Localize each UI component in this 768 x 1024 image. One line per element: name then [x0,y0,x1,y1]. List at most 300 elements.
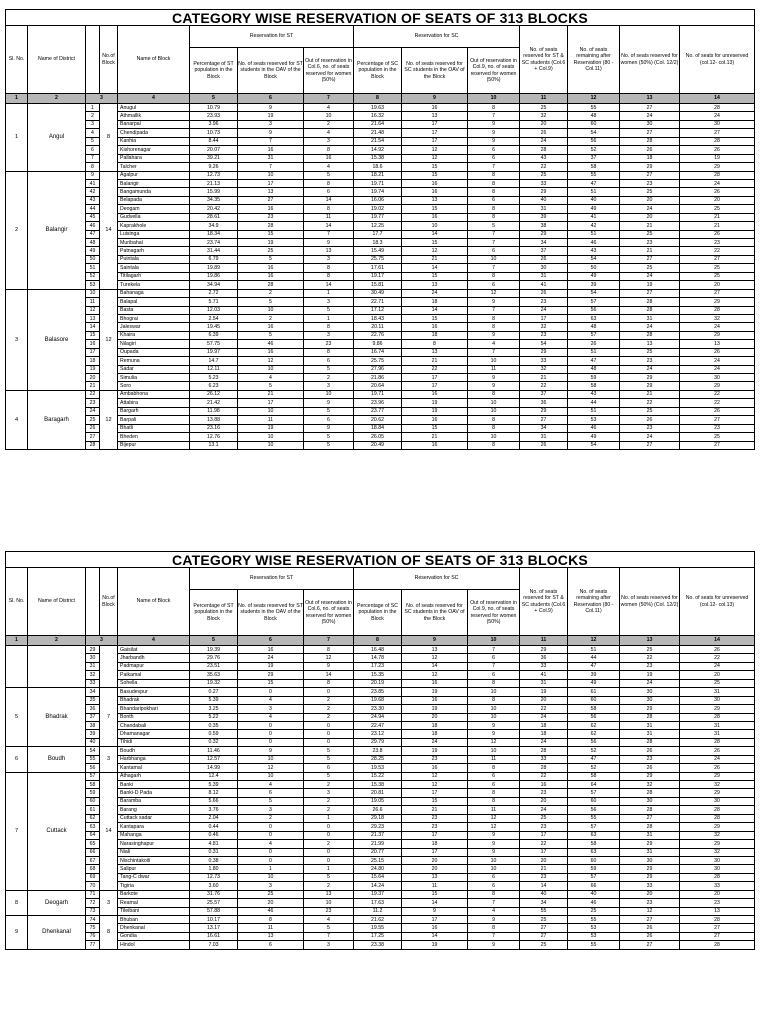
st-women: 8 [304,348,354,356]
sc-women: 9 [468,730,520,738]
st-women: 4 [304,163,354,171]
unreserved-seats: 29 [680,789,755,797]
sc-seats: 20 [402,713,468,721]
block-name: Kanhia [118,137,190,145]
sc-women: 7 [468,348,520,356]
sc-women: 8 [468,188,520,196]
block-serial: 47 [86,230,100,238]
table-row [6,848,755,856]
column-index: 7 [304,94,354,104]
block-serial: 30 [86,654,100,662]
women-seats: 18 [620,154,680,162]
sc-women: 6 [468,772,520,780]
unreserved-seats: 24 [680,365,755,373]
st-percent: 12.11 [190,365,238,373]
sc-percent: 20.81 [354,789,402,797]
block-serial: 6 [86,146,100,154]
table-row [6,730,755,738]
remaining-seats: 43 [568,390,620,398]
table-row [6,407,755,415]
sc-seats: 15 [402,797,468,805]
st-percent: 10.17 [190,916,238,924]
block-name: Harbhanga [118,755,190,763]
st-women: 10 [304,390,354,398]
sc-seats: 16 [402,679,468,687]
st-percent: 21.42 [190,399,238,407]
st-seats: 0 [238,831,304,839]
st-sc-total: 28 [520,747,568,755]
sc-percent: 11.2 [354,907,402,915]
col-header-no-of-block: No.of Block [100,568,118,636]
col-header-st-sc-total: No. of seats reserved for ST & SC students (Col.6 + Col.9) [520,568,568,636]
st-seats: 10 [238,873,304,881]
unreserved-seats: 23 [680,424,755,432]
st-seats: 12 [238,764,304,772]
st-seats: 46 [238,907,304,915]
st-women: 2 [304,696,354,704]
st-seats: 16 [238,646,304,654]
women-seats: 30 [620,696,680,704]
remaining-seats: 52 [568,764,620,772]
st-percent: 26.12 [190,390,238,398]
remaining-seats: 55 [568,171,620,179]
col-group-sc: Reservation for SC [354,568,520,590]
st-seats: 9 [238,747,304,755]
st-sc-total: 17 [520,314,568,322]
sc-seats: 12 [402,654,468,662]
block-serial: 2 [86,112,100,120]
st-women: 2 [304,374,354,382]
sc-seats: 14 [402,264,468,272]
col-group-sc: Reservation for SC [354,26,520,48]
sc-women: 6 [468,654,520,662]
sc-women: 7 [468,264,520,272]
column-index: 14 [680,94,755,104]
st-sc-total: 24 [520,806,568,814]
sc-women: 12 [468,289,520,297]
sc-seats: 13 [402,281,468,289]
women-seats: 23 [620,357,680,365]
table-row [6,112,755,120]
st-sc-total: 34 [520,239,568,247]
table-row [6,772,755,780]
sc-women: 6 [468,882,520,890]
block-serial: 41 [86,179,100,187]
sc-seats: 17 [402,916,468,924]
remaining-seats: 46 [568,424,620,432]
st-women: 0 [304,848,354,856]
remaining-seats: 56 [568,713,620,721]
block-serial: 72 [86,899,100,907]
table-row [6,272,755,280]
sc-percent: 20.19 [354,679,402,687]
st-sc-total: 18 [520,721,568,729]
table-row [6,882,755,890]
unreserved-seats: 26 [680,646,755,654]
st-seats: 5 [238,797,304,805]
st-seats: 0 [238,730,304,738]
block-name: Tigiria [118,882,190,890]
block-name: Kantamal [118,764,190,772]
st-percent: 39.21 [190,154,238,162]
remaining-seats: 47 [568,755,620,763]
col-header-st-seats: No. of seats reserved for ST students in the OAV of the Block [238,48,304,94]
sc-percent: 19.71 [354,390,402,398]
sc-seats: 16 [402,188,468,196]
st-percent: 13.17 [190,924,238,932]
women-seats: 29 [620,163,680,171]
block-serial: 20 [86,374,100,382]
sc-percent: 24.80 [354,865,402,873]
st-women: 5 [304,365,354,373]
block-name: Barang [118,806,190,814]
st-percent: 3.76 [190,806,238,814]
block-serial: 76 [86,932,100,940]
sc-percent: 21.99 [354,840,402,848]
block-name: Chendipada [118,129,190,137]
st-sc-total: 40 [520,196,568,204]
st-sc-total: 29 [520,348,568,356]
block-name: Athagarh [118,772,190,780]
sc-women: 10 [468,255,520,263]
remaining-seats: 50 [568,264,620,272]
sc-percent: 15.35 [354,671,402,679]
st-percent: 15.99 [190,188,238,196]
remaining-seats: 46 [568,899,620,907]
st-women: 5 [304,873,354,881]
block-name: Simulia [118,374,190,382]
sc-women: 12 [468,823,520,831]
st-sc-total: 14 [520,882,568,890]
sc-women: 8 [468,797,520,805]
block-serial: 58 [86,781,100,789]
col-header-st-percent: Percentage of ST population in the Block [190,590,238,636]
block-count: 14 [100,772,118,890]
block-serial: 22 [86,390,100,398]
sc-percent: 19.77 [354,213,402,221]
remaining-seats: 47 [568,357,620,365]
sc-percent: 16.32 [354,112,402,120]
block-serial: 45 [86,213,100,221]
col-header-unreserved: No. of seats for unreserved (col.12- col.13) [680,26,755,94]
sc-seats: 17 [402,129,468,137]
block-serial: 1 [86,104,100,112]
district-name: Balasore [28,289,86,390]
col-header-unreserved: No. of seats for unreserved (col.12- col.13) [680,568,755,636]
st-percent: 19.45 [190,323,238,331]
st-sc-total: 38 [520,222,568,230]
women-seats: 27 [620,129,680,137]
st-sc-total: 24 [520,306,568,314]
table-row [6,264,755,272]
unreserved-seats: 27 [680,129,755,137]
remaining-seats: 66 [568,882,620,890]
st-seats: 19 [238,662,304,670]
women-seats: 27 [620,289,680,297]
sc-percent: 19.55 [354,924,402,932]
district-serial: 8 [6,890,28,915]
col-header-district: Name of District [28,26,86,94]
st-percent: 3.60 [190,882,238,890]
st-seats: 4 [238,696,304,704]
block-count: 12 [100,390,118,449]
st-percent: 19.89 [190,264,238,272]
sc-percent: 26.05 [354,433,402,441]
col-header-st-seats: No. of seats reserved for ST students in the OAV of the Block [238,590,304,636]
st-women: 9 [304,399,354,407]
sc-percent: 19.71 [354,179,402,187]
remaining-seats: 59 [568,865,620,873]
st-sc-total: 27 [520,932,568,940]
st-women: 5 [304,306,354,314]
sc-percent: 22.76 [354,331,402,339]
table-row [6,255,755,263]
st-sc-total: 29 [520,646,568,654]
remaining-seats: 49 [568,433,620,441]
women-seats: 33 [620,882,680,890]
sc-women: 9 [468,120,520,128]
remaining-seats: 43 [568,247,620,255]
block-serial: 65 [86,840,100,848]
sc-women: 4 [468,907,520,915]
st-sc-total: 34 [520,424,568,432]
block-serial: 52 [86,272,100,280]
unreserved-seats: 24 [680,323,755,331]
st-sc-total: 31 [520,679,568,687]
sc-seats: 12 [402,671,468,679]
sc-percent: 20.64 [354,382,402,390]
block-name: Padmapur [118,662,190,670]
st-seats: 5 [238,255,304,263]
block-serial: 73 [86,907,100,915]
column-index: 11 [520,636,568,646]
table-row [6,747,755,755]
unreserved-seats: 25 [680,264,755,272]
block-serial: 38 [86,721,100,729]
column-index: 9 [402,94,468,104]
sc-women: 9 [468,848,520,856]
remaining-seats: 42 [568,222,620,230]
remaining-seats: 47 [568,179,620,187]
sc-seats: 14 [402,662,468,670]
table-row [6,205,755,213]
column-index: 14 [680,636,755,646]
st-seats: 23 [238,213,304,221]
block-name: Oupada [118,348,190,356]
women-seats: 26 [620,924,680,932]
unreserved-seats: 28 [680,104,755,112]
remaining-seats: 63 [568,314,620,322]
unreserved-seats: 28 [680,171,755,179]
st-percent: 11.46 [190,747,238,755]
st-sc-total: 19 [520,688,568,696]
sc-seats: 15 [402,171,468,179]
sc-women: 11 [468,755,520,763]
remaining-seats: 39 [568,281,620,289]
remaining-seats: 63 [568,848,620,856]
sc-percent: 21.48 [354,129,402,137]
column-index: 2 [28,94,86,104]
sc-percent: 27.96 [354,365,402,373]
sc-women: 8 [468,924,520,932]
table-row [6,104,755,112]
sc-seats: 19 [402,705,468,713]
col-header-sc-women: Out of reservation in Col.9, no. of seats reserved for women (50%) [468,48,520,94]
st-seats: 7 [238,163,304,171]
col-header-st-percent: Percentage of ST population in the Block [190,48,238,94]
sc-women: 10 [468,399,520,407]
table-row [6,281,755,289]
sc-seats: 16 [402,441,468,449]
sc-seats: 8 [402,340,468,348]
unreserved-seats: 28 [680,814,755,822]
st-seats: 28 [238,222,304,230]
st-seats: 13 [238,932,304,940]
st-percent: 5.66 [190,797,238,805]
sc-percent: 14.92 [354,146,402,154]
st-women: 8 [304,272,354,280]
sc-women: 8 [468,789,520,797]
st-seats: 2 [238,289,304,297]
sc-women: 10 [468,713,520,721]
table-row [6,856,755,864]
column-index: 13 [620,94,680,104]
sc-seats: 21 [402,433,468,441]
women-seats: 29 [620,382,680,390]
women-seats: 26 [620,146,680,154]
st-women: 1 [304,814,354,822]
remaining-seats: 57 [568,331,620,339]
sc-percent: 21.62 [354,916,402,924]
st-women: 2 [304,120,354,128]
block-name: Bonth [118,713,190,721]
sc-percent: 18.3 [354,239,402,247]
table-row [6,679,755,687]
women-seats: 21 [620,222,680,230]
block-serial: 48 [86,239,100,247]
block-name: Kishorenagar [118,146,190,154]
sc-women: 9 [468,374,520,382]
sc-women: 10 [468,688,520,696]
unreserved-seats: 22 [680,247,755,255]
st-sc-total: 55 [520,907,568,915]
col-header-blank [86,26,100,94]
sc-women: 9 [468,331,520,339]
sc-women: 8 [468,314,520,322]
unreserved-seats: 22 [680,654,755,662]
st-sc-total: 28 [520,146,568,154]
col-header-sl: Sl. No. [6,568,28,636]
block-name: Reamal [118,899,190,907]
sc-percent: 17.7 [354,230,402,238]
block-serial: 36 [86,705,100,713]
unreserved-seats: 24 [680,357,755,365]
remaining-seats: 57 [568,823,620,831]
district-serial: 6 [6,747,28,772]
sc-percent: 17.25 [354,932,402,940]
st-sc-total: 25 [520,941,568,949]
block-serial: 27 [86,433,100,441]
st-seats: 4 [238,781,304,789]
women-seats: 28 [620,789,680,797]
sc-percent: 12.25 [354,222,402,230]
st-percent: 5.39 [190,781,238,789]
st-percent: 19.39 [190,646,238,654]
st-sc-total: 26 [520,255,568,263]
unreserved-seats: 22 [680,390,755,398]
st-women: 23 [304,340,354,348]
st-seats: 3 [238,705,304,713]
block-count [100,646,118,688]
remaining-seats: 53 [568,924,620,932]
st-women: 0 [304,823,354,831]
unreserved-seats: 13 [680,907,755,915]
sc-women: 7 [468,239,520,247]
sc-women: 7 [468,899,520,907]
col-header-blank [86,568,100,636]
st-seats: 10 [238,433,304,441]
remaining-seats: 54 [568,129,620,137]
women-seats: 23 [620,899,680,907]
sc-women: 6 [468,873,520,881]
st-sc-total: 37 [520,390,568,398]
table-row [6,797,755,805]
unreserved-seats: 27 [680,255,755,263]
sc-seats: 15 [402,239,468,247]
women-seats: 24 [620,205,680,213]
women-seats: 23 [620,179,680,187]
table-row [6,941,755,949]
women-seats: 29 [620,873,680,881]
sc-percent: 18.43 [354,314,402,322]
sc-seats: 24 [402,289,468,297]
st-women: 0 [304,856,354,864]
st-percent: 2.04 [190,814,238,822]
st-seats: 27 [238,196,304,204]
block-name: Muribahal [118,239,190,247]
st-percent: 9.26 [190,163,238,171]
remaining-seats: 60 [568,120,620,128]
table-row [6,890,755,898]
sc-seats: 21 [402,806,468,814]
block-serial: 12 [86,306,100,314]
women-seats: 22 [620,399,680,407]
table-row [6,348,755,356]
st-seats: 5 [238,331,304,339]
sc-seats: 23 [402,814,468,822]
block-name: Bhandaripokhari [118,705,190,713]
st-sc-total: 22 [520,705,568,713]
table-row [6,382,755,390]
st-sc-total: 23 [520,331,568,339]
page-2 [5,551,755,950]
st-women: 3 [304,298,354,306]
women-seats: 28 [620,331,680,339]
women-seats: 28 [620,713,680,721]
sc-percent: 19.74 [354,188,402,196]
block-name: Banarpal [118,120,190,128]
block-name: Niali [118,848,190,856]
remaining-seats: 56 [568,137,620,145]
st-women: 0 [304,730,354,738]
st-women: 5 [304,924,354,932]
sc-percent: 17.61 [354,264,402,272]
district-serial: 7 [6,772,28,890]
st-sc-total: 24 [520,713,568,721]
sc-seats: 16 [402,323,468,331]
st-women: 13 [304,247,354,255]
st-seats: 0 [238,856,304,864]
